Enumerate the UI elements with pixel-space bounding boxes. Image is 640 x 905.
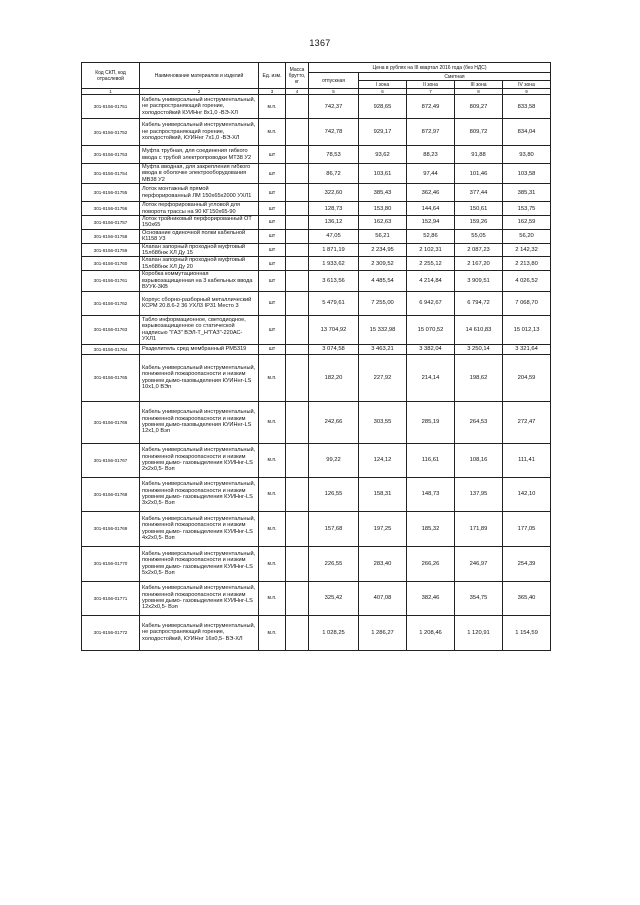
price-zone-2: 362,46	[407, 184, 455, 202]
header-zone-1: I зона	[359, 81, 407, 89]
item-weight	[286, 344, 309, 354]
price-zone-1: 4 485,54	[359, 271, 407, 291]
table-row	[82, 477, 551, 511]
price-zone-1: 2 309,52	[359, 257, 407, 271]
item-weight	[286, 315, 309, 344]
item-code: 301-8156-01767	[82, 443, 140, 477]
item-code: 301-8156-01757	[82, 216, 140, 230]
price-zone-4: 4 026,52	[503, 271, 551, 291]
item-name: Лоток тройниковый перфорированный ОТ 150х65	[140, 216, 259, 230]
table-row	[82, 511, 551, 546]
item-weight	[286, 615, 309, 650]
item-unit: шт	[259, 164, 286, 184]
price-release: 78,53	[309, 146, 359, 164]
table-row	[82, 95, 551, 119]
item-weight	[286, 511, 309, 546]
price-release: 1 871,19	[309, 243, 359, 257]
price-release: 242,66	[309, 401, 359, 443]
price-zone-4: 15 012,13	[503, 315, 551, 344]
price-zone-2: 2 255,12	[407, 257, 455, 271]
table-row	[82, 202, 551, 216]
price-zone-2: 144,64	[407, 202, 455, 216]
price-release: 322,60	[309, 184, 359, 202]
table-body	[82, 95, 551, 651]
price-zone-1: 3 463,21	[359, 344, 407, 354]
item-code: 301-8156-01758	[82, 229, 140, 243]
price-zone-1: 15 332,98	[359, 315, 407, 344]
header-code: Код СКП, код отраслевой	[82, 63, 140, 89]
price-zone-2: 872,97	[407, 119, 455, 146]
price-zone-4: 142,10	[503, 477, 551, 511]
price-release: 3 613,56	[309, 271, 359, 291]
price-zone-3: 91,88	[455, 146, 503, 164]
price-zone-4: 2 213,80	[503, 257, 551, 271]
item-name: Кабель универсальный инструментальный, не распространяющий горение, холодостойкий КУИНнг 8х1,0 -ВЭ-ХЛ	[140, 95, 259, 119]
price-zone-1: 385,43	[359, 184, 407, 202]
header-release: отпускная	[309, 73, 359, 89]
item-name: Кабель универсальный инструментальный, не распространяющий горение, холодостойкий, КУИНнг 7х1,0 -ВЭ-ХЛ	[140, 119, 259, 146]
item-weight	[286, 401, 309, 443]
price-release: 157,68	[309, 511, 359, 546]
price-zone-2: 88,23	[407, 146, 455, 164]
price-zone-3: 3 250,14	[455, 344, 503, 354]
item-name: Лоток монтажный прямой перфорированный ЛМ 150х65х2000 УХЛ1	[140, 184, 259, 202]
price-zone-4: 103,58	[503, 164, 551, 184]
item-unit: шт	[259, 146, 286, 164]
item-code: 301-8156-01754	[82, 164, 140, 184]
price-zone-2: 2 102,31	[407, 243, 455, 257]
item-code: 301-8156-01761	[82, 271, 140, 291]
price-zone-4: 2 142,32	[503, 243, 551, 257]
table-row	[82, 257, 551, 271]
item-code: 301-8156-01770	[82, 546, 140, 581]
price-release: 47,05	[309, 229, 359, 243]
item-name: Клапан запорный проходной муфтовый 15лб8бнж ХЛ Ду 20	[140, 257, 259, 271]
item-code: 301-8156-01765	[82, 354, 140, 401]
item-code: 301-8156-01771	[82, 581, 140, 615]
price-release: 226,55	[309, 546, 359, 581]
price-zone-3: 2 087,23	[455, 243, 503, 257]
price-release: 99,22	[309, 443, 359, 477]
item-weight	[286, 443, 309, 477]
price-zone-4: 177,05	[503, 511, 551, 546]
price-zone-2: 185,32	[407, 511, 455, 546]
price-zone-2: 148,73	[407, 477, 455, 511]
price-zone-3: 137,95	[455, 477, 503, 511]
item-weight	[286, 146, 309, 164]
item-name: Кабель универсальный инструментальный, пониженной пожароопасности и низким уровнем дымо-газовыделения КУИНнг-LS 10х1,0 ВЭп	[140, 354, 259, 401]
column-number: 3	[259, 89, 286, 95]
table-row	[82, 581, 551, 615]
item-weight	[286, 164, 309, 184]
item-weight	[286, 546, 309, 581]
item-unit: м.п.	[259, 615, 286, 650]
header-price-group: Цена в рублях на III квартал 2016 года (без НДС)	[309, 63, 551, 73]
item-unit: м.п.	[259, 354, 286, 401]
price-zone-1: 124,12	[359, 443, 407, 477]
price-zone-3: 809,72	[455, 119, 503, 146]
price-zone-4: 1 154,59	[503, 615, 551, 650]
price-release: 742,37	[309, 95, 359, 119]
column-number: 7	[407, 89, 455, 95]
price-zone-4: 833,58	[503, 95, 551, 119]
item-name: Кабель универсальный инструментальный, пониженной пожароопасности и низким уровнем дымо-газовыделения КУИНнг-LS 12х1,0 Вэп	[140, 401, 259, 443]
item-code: 301-8156-01772	[82, 615, 140, 650]
item-weight	[286, 271, 309, 291]
price-zone-3: 809,27	[455, 95, 503, 119]
item-name: Разделитель сред мембранный РМ5319	[140, 344, 259, 354]
table-row	[82, 229, 551, 243]
price-zone-1: 928,65	[359, 95, 407, 119]
price-zone-3: 354,75	[455, 581, 503, 615]
item-weight	[286, 477, 309, 511]
item-unit: шт	[259, 202, 286, 216]
item-code: 301-8156-01751	[82, 95, 140, 119]
item-weight	[286, 291, 309, 315]
item-weight	[286, 202, 309, 216]
item-code: 301-8156-01753	[82, 146, 140, 164]
item-code: 301-8156-01769	[82, 511, 140, 546]
table-row	[82, 315, 551, 344]
item-weight	[286, 581, 309, 615]
price-zone-4: 93,80	[503, 146, 551, 164]
item-name: Корпус сборно-разборный металлический КСРМ 20.8.6-2 36 УХЛ3 IP31 Место 3	[140, 291, 259, 315]
price-zone-2: 872,49	[407, 95, 455, 119]
item-unit: шт	[259, 229, 286, 243]
table-row	[82, 291, 551, 315]
item-name: Кабель универсальный инструментальный, пониженной пожароопасности и низким уровнем дымо- газовыделения КУИНнг-LS 2х2х0,5- Вэп	[140, 443, 259, 477]
price-zone-1: 303,55	[359, 401, 407, 443]
item-name: Кабель универсальный инструментальный, пониженной пожароопасности и низким уровнем дымо- газовыделения КУИНнг-LS 3х2х0,5- Вэп	[140, 477, 259, 511]
item-unit: шт	[259, 243, 286, 257]
column-number: 8	[455, 89, 503, 95]
item-unit: шт	[259, 271, 286, 291]
item-name: Кабель универсальный инструментальный, пониженной пожароопасности и низким уровнем дымо- газовыделения КУИНнг-LS 12х2х0,5- Вэп	[140, 581, 259, 615]
item-weight	[286, 184, 309, 202]
price-zone-2: 15 070,52	[407, 315, 455, 344]
price-zone-4: 7 068,70	[503, 291, 551, 315]
price-zone-3: 1 120,91	[455, 615, 503, 650]
price-release: 136,12	[309, 216, 359, 230]
header-zone-2: II зона	[407, 81, 455, 89]
item-name: Основание одиночной полки кабельной К1158 У3	[140, 229, 259, 243]
price-zone-3: 108,16	[455, 443, 503, 477]
price-release: 3 074,58	[309, 344, 359, 354]
price-zone-4: 204,59	[503, 354, 551, 401]
price-zone-4: 162,59	[503, 216, 551, 230]
item-code: 301-8156-01763	[82, 315, 140, 344]
price-release: 182,20	[309, 354, 359, 401]
item-code: 301-8156-01756	[82, 202, 140, 216]
item-unit: шт	[259, 257, 286, 271]
price-release: 128,73	[309, 202, 359, 216]
table-row	[82, 344, 551, 354]
price-zone-2: 214,14	[407, 354, 455, 401]
price-zone-1: 93,62	[359, 146, 407, 164]
price-zone-2: 6 942,67	[407, 291, 455, 315]
price-zone-4: 56,20	[503, 229, 551, 243]
price-zone-2: 116,61	[407, 443, 455, 477]
item-weight	[286, 95, 309, 119]
table-row	[82, 119, 551, 146]
price-zone-3: 246,97	[455, 546, 503, 581]
column-number: 9	[503, 89, 551, 95]
column-number: 1	[82, 89, 140, 95]
item-name: Кабель универсальный инструментальный, не распространяющий горение, холодостойкий, КУИНнг 16х0,5- ВЭ-ХЛ	[140, 615, 259, 650]
item-name: Муфта трубная, для соединения гибкого ввода с трубой электропроводки МТ38 У2	[140, 146, 259, 164]
item-name: Коробка коммутационная взрывозащищенная на 3 кабельных ввода ВУУК-3КВ	[140, 271, 259, 291]
price-zone-4: 153,75	[503, 202, 551, 216]
price-release: 13 704,92	[309, 315, 359, 344]
item-weight	[286, 119, 309, 146]
item-name: Табло информационное, светодиодное, взрывозащищенное со статической надписью "ГАЗ" ВЭЛ-Т_Н"ГАЗ"-220АС-УХЛ1	[140, 315, 259, 344]
table-row	[82, 271, 551, 291]
item-unit: м.п.	[259, 119, 286, 146]
price-zone-1: 162,63	[359, 216, 407, 230]
table-row	[82, 615, 551, 650]
item-unit: м.п.	[259, 95, 286, 119]
price-zone-4: 254,39	[503, 546, 551, 581]
price-zone-3: 3 909,51	[455, 271, 503, 291]
price-zone-1: 56,21	[359, 229, 407, 243]
item-code: 301-8156-01760	[82, 257, 140, 271]
item-name: Лоток перфорированный угловой для поворота трассы на 90 КГ150х65-90	[140, 202, 259, 216]
price-zone-3: 150,61	[455, 202, 503, 216]
price-release: 126,55	[309, 477, 359, 511]
table-row	[82, 146, 551, 164]
price-zone-1: 283,40	[359, 546, 407, 581]
price-zone-2: 285,19	[407, 401, 455, 443]
price-zone-4: 385,31	[503, 184, 551, 202]
page-number: 1367	[309, 38, 331, 48]
header-zone-3: III зона	[455, 81, 503, 89]
price-zone-4: 834,04	[503, 119, 551, 146]
price-zone-2: 97,44	[407, 164, 455, 184]
column-number: 5	[309, 89, 359, 95]
header-estimate-group: Сметная	[359, 73, 551, 81]
price-zone-4: 272,47	[503, 401, 551, 443]
price-zone-1: 1 286,27	[359, 615, 407, 650]
price-zone-2: 152,94	[407, 216, 455, 230]
table-row	[82, 443, 551, 477]
price-zone-3: 377,44	[455, 184, 503, 202]
price-zone-1: 407,08	[359, 581, 407, 615]
column-number: 4	[286, 89, 309, 95]
table-row	[82, 184, 551, 202]
table-row	[82, 354, 551, 401]
column-number: 2	[140, 89, 259, 95]
header-unit: Ед. изм.	[259, 63, 286, 89]
price-zone-4: 3 321,64	[503, 344, 551, 354]
item-unit: шт	[259, 315, 286, 344]
item-weight	[286, 354, 309, 401]
price-zone-2: 382,46	[407, 581, 455, 615]
item-name: Кабель универсальный инструментальный, пониженной пожароопасности и низким уровнем дымо- газовыделения КУИНнг-LS 4х2х0,5- Вэп	[140, 511, 259, 546]
price-zone-3: 14 610,83	[455, 315, 503, 344]
price-zone-2: 266,26	[407, 546, 455, 581]
item-weight	[286, 243, 309, 257]
item-unit: м.п.	[259, 546, 286, 581]
item-unit: шт	[259, 344, 286, 354]
table-row	[82, 216, 551, 230]
price-zone-2: 1 208,46	[407, 615, 455, 650]
item-code: 301-8156-01752	[82, 119, 140, 146]
table-row	[82, 401, 551, 443]
item-code: 301-8156-01762	[82, 291, 140, 315]
item-unit: шт	[259, 291, 286, 315]
price-zone-1: 7 255,00	[359, 291, 407, 315]
item-code: 301-8156-01766	[82, 401, 140, 443]
price-release: 742,78	[309, 119, 359, 146]
price-zone-1: 2 234,95	[359, 243, 407, 257]
price-zone-4: 111,41	[503, 443, 551, 477]
price-zone-2: 3 382,04	[407, 344, 455, 354]
price-zone-3: 198,62	[455, 354, 503, 401]
price-zone-3: 55,05	[455, 229, 503, 243]
item-weight	[286, 229, 309, 243]
item-weight	[286, 257, 309, 271]
item-name: Кабель универсальный инструментальный, пониженной пожароопасности и низким уровнем дымо- газовыделения КУИНнг-LS 5х2х0,5- Вэп	[140, 546, 259, 581]
price-zone-3: 2 167,20	[455, 257, 503, 271]
table-row	[82, 164, 551, 184]
price-zone-3: 101,46	[455, 164, 503, 184]
table-row	[82, 546, 551, 581]
price-zone-2: 52,86	[407, 229, 455, 243]
item-unit: м.п.	[259, 401, 286, 443]
item-unit: м.п.	[259, 477, 286, 511]
item-code: 301-8156-01768	[82, 477, 140, 511]
item-name: Муфта вводная, для закрепления гибкого ввода в оболочке электрооборудования МВ38 У2	[140, 164, 259, 184]
item-unit: м.п.	[259, 581, 286, 615]
price-zone-3: 6 794,72	[455, 291, 503, 315]
price-zone-3: 171,89	[455, 511, 503, 546]
price-zone-1: 227,92	[359, 354, 407, 401]
price-zone-1: 158,31	[359, 477, 407, 511]
table-row	[82, 243, 551, 257]
price-zone-3: 264,53	[455, 401, 503, 443]
price-zone-3: 159,26	[455, 216, 503, 230]
price-zone-2: 4 214,84	[407, 271, 455, 291]
price-zone-1: 103,61	[359, 164, 407, 184]
price-release: 86,72	[309, 164, 359, 184]
item-weight	[286, 216, 309, 230]
item-code: 301-8156-01759	[82, 243, 140, 257]
price-zone-1: 197,25	[359, 511, 407, 546]
price-zone-1: 929,17	[359, 119, 407, 146]
header-zone-4: IV зона	[503, 81, 551, 89]
item-unit: м.п.	[259, 511, 286, 546]
price-zone-1: 153,80	[359, 202, 407, 216]
price-release: 325,42	[309, 581, 359, 615]
price-release: 1 933,62	[309, 257, 359, 271]
item-unit: шт	[259, 216, 286, 230]
item-unit: шт	[259, 184, 286, 202]
item-unit: м.п.	[259, 443, 286, 477]
price-table	[81, 62, 551, 651]
price-release: 5 479,61	[309, 291, 359, 315]
header-weight: Масса брутто, кг	[286, 63, 309, 89]
price-release: 1 028,25	[309, 615, 359, 650]
item-code: 301-8156-01755	[82, 184, 140, 202]
item-name: Клапан запорный проходной муфтовый 15лб8бнж ХЛ Ду 15	[140, 243, 259, 257]
price-zone-4: 365,40	[503, 581, 551, 615]
column-number: 6	[359, 89, 407, 95]
header-name: Наименование материалов и изделий	[140, 63, 259, 89]
item-code: 301-8156-01764	[82, 344, 140, 354]
